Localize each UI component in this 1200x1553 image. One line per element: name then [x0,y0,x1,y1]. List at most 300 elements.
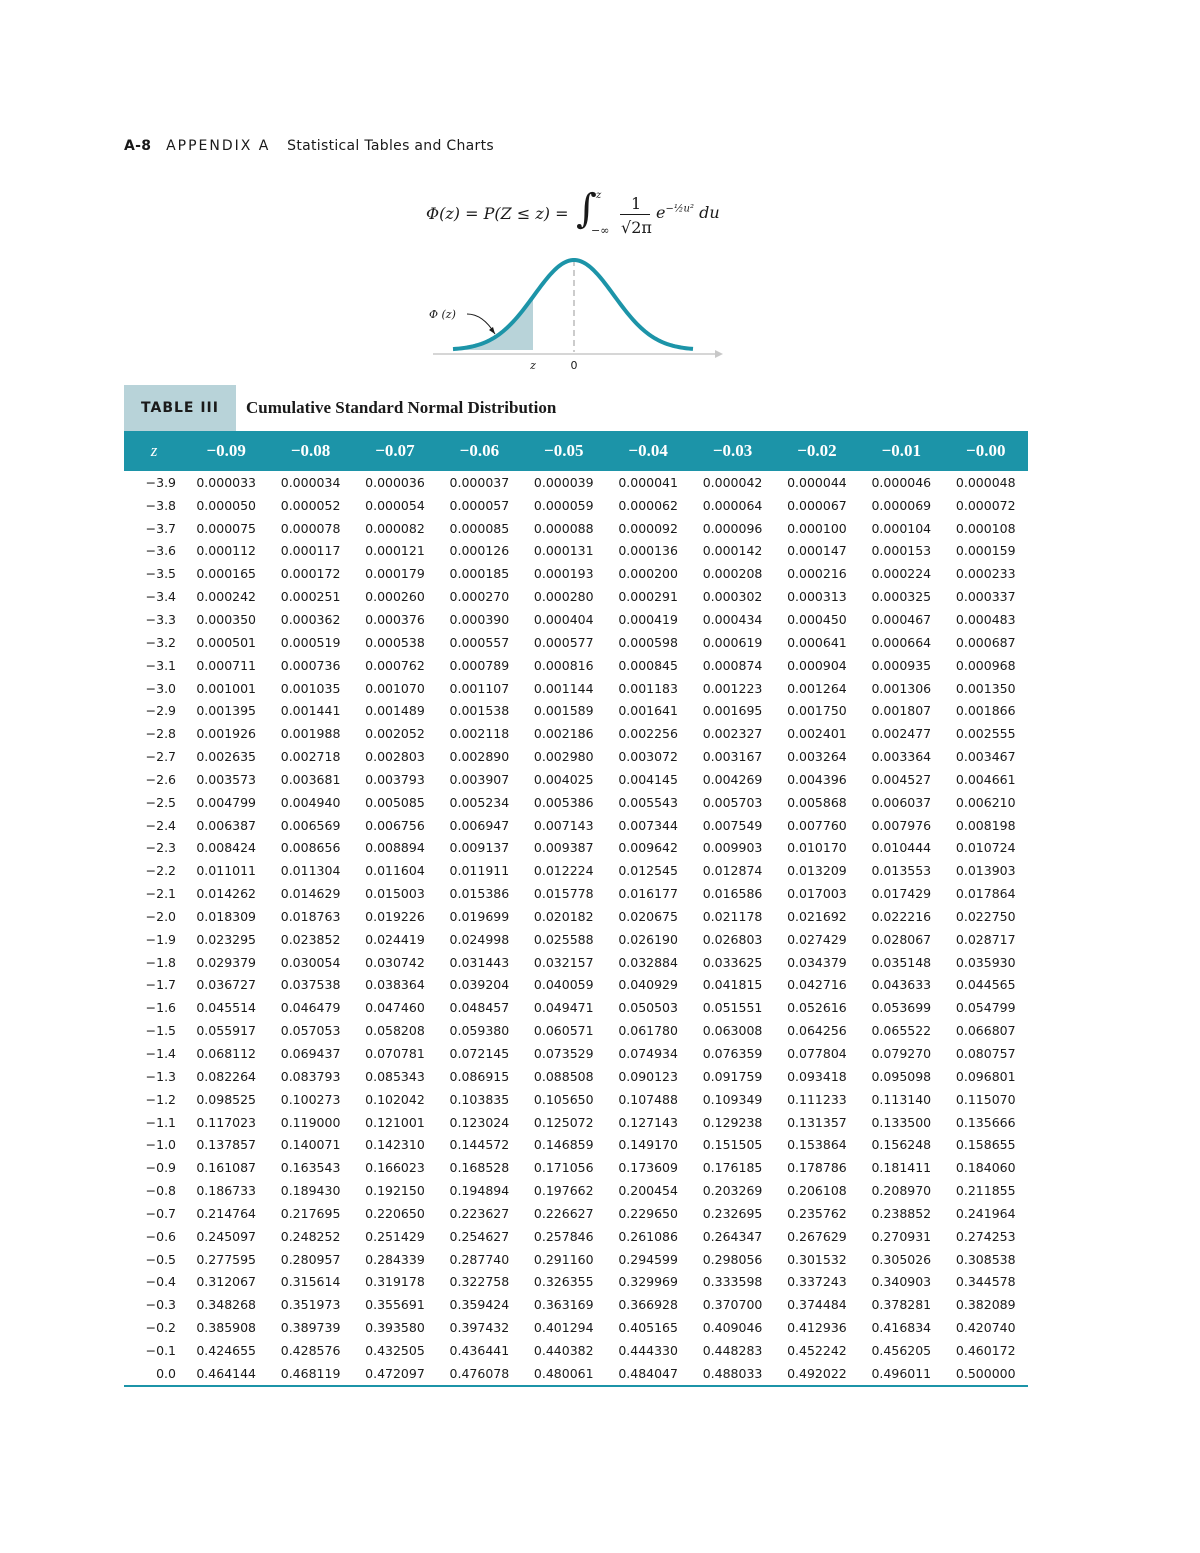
probability-cell: 0.000874 [702,657,763,673]
probability-cell: 0.004661 [955,771,1016,787]
probability-cell: 0.200454 [618,1183,678,1199]
z-value-cell: −1.6 [145,1000,176,1016]
probability-cell: 0.035148 [871,954,932,970]
probability-cell: 0.189430 [280,1183,341,1199]
probability-cell: 0.077804 [787,1046,847,1062]
table-row [124,699,1028,722]
probability-cell: 0.004799 [196,794,257,810]
probability-cell: 0.012224 [533,863,594,879]
probability-cell: 0.002555 [955,726,1016,742]
probability-cell: 0.000242 [196,589,257,605]
probability-cell: 0.001750 [787,703,847,719]
probability-cell: 0.000762 [365,657,425,673]
probability-cell: 0.009903 [702,840,763,856]
probability-cell: 0.363169 [533,1297,594,1313]
probability-cell: 0.001001 [196,680,257,696]
probability-cell: 0.000147 [787,543,847,559]
probability-cell: 0.015003 [365,886,425,902]
table-title: Cumulative Standard Normal Distribution [246,398,557,417]
probability-cell: 0.010724 [955,840,1016,856]
probability-cell: 0.312067 [196,1274,257,1290]
z-value-cell: −3.1 [145,657,176,673]
probability-cell: 0.378281 [871,1297,932,1313]
probability-cell: 0.007344 [618,817,678,833]
probability-cell: 0.011011 [196,863,257,879]
probability-cell: 0.340903 [871,1274,932,1290]
probability-cell: 0.000434 [702,611,763,627]
probability-cell: 0.001350 [955,680,1016,696]
probability-cell: 0.003793 [365,771,425,787]
probability-cell: 0.010444 [871,840,932,856]
probability-cell: 0.054799 [955,1000,1016,1016]
probability-cell: 0.001807 [871,703,932,719]
probability-cell: 0.003264 [787,749,847,765]
probability-cell: 0.072145 [449,1046,510,1062]
probability-cell: 0.000054 [365,497,425,513]
probability-cell: 0.039204 [449,977,510,993]
probability-cell: 0.344578 [955,1274,1016,1290]
table-row [124,745,1028,768]
probability-cell: 0.333598 [702,1274,763,1290]
probability-cell: 0.000159 [955,543,1016,559]
probability-cell: 0.001183 [618,680,678,696]
probability-cell: 0.013209 [787,863,847,879]
z-value-cell: −1.4 [145,1046,176,1062]
probability-cell: 0.117023 [196,1114,257,1130]
probability-cell: 0.322758 [449,1274,510,1290]
z-value-cell: −1.8 [145,954,176,970]
probability-cell: 0.280957 [280,1251,341,1267]
probability-cell: 0.047460 [365,1000,425,1016]
probability-cell: 0.370700 [702,1297,763,1313]
table-row [124,1133,1028,1156]
probability-cell: 0.000291 [618,589,678,605]
cdf-formula [426,186,726,248]
probability-cell: 0.040059 [533,977,594,993]
probability-cell: 0.009137 [449,840,510,856]
probability-cell: 0.045514 [196,1000,257,1016]
probability-cell: 0.000082 [365,520,425,536]
probability-cell: 0.013903 [955,863,1016,879]
probability-cell: 0.194894 [449,1183,510,1199]
probability-cell: 0.017429 [871,886,932,902]
probability-cell: 0.002401 [787,726,847,742]
probability-cell: 0.074934 [618,1046,678,1062]
probability-cell: 0.000172 [280,566,341,582]
section-title: Statistical Tables and Charts [287,138,494,154]
probability-cell: 0.001035 [280,680,341,696]
probability-cell: 0.050503 [618,1000,678,1016]
table-row [124,517,1028,540]
probability-cell: 0.001107 [449,680,510,696]
probability-cell: 0.389739 [280,1320,341,1336]
probability-cell: 0.464144 [184,1362,268,1386]
probability-cell: 0.355691 [365,1297,425,1313]
probability-cell: 0.133500 [871,1114,932,1130]
probability-cell: 0.420740 [955,1320,1016,1336]
probability-cell: 0.359424 [449,1297,510,1313]
probability-cell: 0.000736 [280,657,341,673]
probability-cell: 0.000142 [702,543,763,559]
probability-cell: 0.115070 [955,1091,1016,1107]
probability-cell: 0.000050 [196,497,257,513]
probability-cell: 0.103835 [449,1091,510,1107]
probability-cell: 0.007760 [787,817,847,833]
probability-cell: 0.002256 [618,726,678,742]
probability-cell: 0.217695 [280,1205,341,1221]
probability-cell: 0.093418 [787,1068,847,1084]
probability-cell: 0.068112 [196,1046,257,1062]
probability-cell: 0.000104 [871,520,932,536]
probability-cell: 0.284339 [365,1251,425,1267]
table-row [124,882,1028,905]
probability-cell: 0.061780 [618,1023,678,1039]
z-value-cell: −1.1 [145,1114,176,1130]
probability-cell: 0.021692 [787,908,847,924]
table-row [124,951,1028,974]
probability-cell: 0.000224 [871,566,932,582]
probability-cell: 0.000208 [702,566,763,582]
probability-cell: 0.021178 [702,908,763,924]
z-value-cell: −2.4 [145,817,176,833]
column-header: −0.09 [184,431,268,471]
probability-cell: 0.000072 [955,497,1016,513]
z-value-cell: −2.2 [145,863,176,879]
probability-cell: 0.329969 [618,1274,678,1290]
table-row [124,1019,1028,1042]
probability-cell: 0.235762 [787,1205,847,1221]
probability-cell: 0.000216 [787,566,847,582]
probability-cell: 0.030742 [365,954,425,970]
z-value-cell: −3.9 [145,474,176,490]
probability-cell: 0.119000 [280,1114,341,1130]
probability-cell: 0.037538 [280,977,341,993]
probability-cell: 0.007549 [702,817,763,833]
probability-cell: 0.009642 [618,840,678,856]
probability-cell: 0.032884 [618,954,678,970]
probability-cell: 0.444330 [618,1342,678,1358]
probability-cell: 0.048457 [449,1000,510,1016]
table-row [124,1202,1028,1225]
table-row [124,1248,1028,1271]
probability-cell: 0.000033 [196,474,257,490]
probability-cell: 0.042716 [787,977,847,993]
probability-cell: 0.005085 [365,794,425,810]
probability-cell: 0.000538 [365,634,425,650]
probability-cell: 0.026190 [618,931,678,947]
probability-cell: 0.000968 [955,657,1016,673]
probability-cell: 0.066807 [955,1023,1016,1039]
probability-cell: 0.000067 [787,497,847,513]
table-row [124,974,1028,997]
probability-cell: 0.058208 [365,1023,425,1039]
z-value-cell: −2.9 [145,703,176,719]
table-row [124,905,1028,928]
probability-cell: 0.480061 [522,1362,606,1386]
table-header-row [124,431,1028,471]
probability-cell: 0.385908 [196,1320,257,1336]
probability-cell: 0.027429 [787,931,847,947]
probability-cell: 0.000337 [955,589,1016,605]
probability-cell: 0.003167 [702,749,763,765]
probability-cell: 0.226627 [533,1205,594,1221]
probability-cell: 0.004145 [618,771,678,787]
probability-cell: 0.044565 [955,977,1016,993]
probability-cell: 0.095098 [871,1068,932,1084]
z-value-cell: −3.8 [145,497,176,513]
table-row [124,562,1028,585]
probability-cell: 0.098525 [196,1091,257,1107]
probability-cell: 0.006387 [196,817,257,833]
probability-cell: 0.015778 [533,886,594,902]
probability-cell: 0.238852 [871,1205,932,1221]
table-row [124,791,1028,814]
z-value-cell: −1.9 [145,931,176,947]
probability-cell: 0.000302 [702,589,763,605]
table-caption [124,385,1028,431]
probability-cell: 0.121001 [365,1114,425,1130]
probability-cell: 0.000641 [787,634,847,650]
probability-cell: 0.004396 [787,771,847,787]
probability-cell: 0.052616 [787,1000,847,1016]
table-row [124,768,1028,791]
probability-cell: 0.274253 [955,1228,1016,1244]
probability-cell: 0.004940 [280,794,341,810]
probability-cell: 0.003573 [196,771,257,787]
probability-cell: 0.008424 [196,840,257,856]
probability-cell: 0.053699 [871,1000,932,1016]
probability-cell: 0.211855 [955,1183,1016,1199]
probability-cell: 0.245097 [196,1228,257,1244]
probability-cell: 0.001988 [280,726,341,742]
table-row [124,608,1028,631]
z-value-cell: −0.5 [145,1251,176,1267]
probability-cell: 0.468119 [268,1362,352,1386]
phi-label: Φ (z) [429,308,456,321]
probability-cell: 0.006210 [955,794,1016,810]
probability-cell: 0.002890 [449,749,510,765]
table-row [124,1156,1028,1179]
probability-cell: 0.000619 [702,634,763,650]
probability-cell: 0.001641 [618,703,678,719]
probability-cell: 0.082264 [196,1068,257,1084]
probability-cell: 0.026803 [702,931,763,947]
probability-cell: 0.003681 [280,771,341,787]
running-head [124,138,494,154]
probability-cell: 0.000483 [955,611,1016,627]
z-value-cell: −0.3 [145,1297,176,1313]
probability-cell: 0.000052 [280,497,341,513]
probability-cell: 0.000598 [618,634,678,650]
probability-cell: 0.000092 [618,520,678,536]
probability-cell: 0.158655 [955,1137,1016,1153]
probability-cell: 0.024419 [365,931,425,947]
probability-cell: 0.090123 [618,1068,678,1084]
probability-cell: 0.001866 [955,703,1016,719]
probability-cell: 0.176185 [702,1160,763,1176]
probability-cell: 0.000117 [280,543,341,559]
probability-cell: 0.277595 [196,1251,257,1267]
probability-cell: 0.001589 [533,703,594,719]
probability-cell: 0.003467 [955,749,1016,765]
integral-lower-limit: −∞ [591,224,610,237]
probability-cell: 0.006037 [871,794,932,810]
probability-cell: 0.393580 [365,1320,425,1336]
probability-cell: 0.000062 [618,497,678,513]
probability-cell: 0.382089 [955,1297,1016,1313]
probability-cell: 0.004269 [702,771,763,787]
probability-cell: 0.046479 [280,1000,341,1016]
probability-cell: 0.023295 [196,931,257,947]
probability-cell: 0.267629 [787,1228,847,1244]
z-value-cell: −3.4 [145,589,176,605]
probability-cell: 0.001264 [787,680,847,696]
probability-cell: 0.000042 [702,474,763,490]
probability-cell: 0.424655 [196,1342,257,1358]
probability-cell: 0.000112 [196,543,257,559]
probability-cell: 0.057053 [280,1023,341,1039]
probability-cell: 0.083793 [280,1068,341,1084]
z-value-cell: −2.6 [145,771,176,787]
probability-cell: 0.264347 [702,1228,763,1244]
shaded-area [453,297,533,350]
probability-cell: 0.031443 [449,954,510,970]
probability-cell: 0.003364 [871,749,932,765]
probability-cell: 0.040929 [618,977,678,993]
probability-cell: 0.012874 [702,863,763,879]
probability-cell: 0.206108 [787,1183,847,1199]
column-header: −0.03 [690,431,774,471]
probability-cell: 0.000108 [955,520,1016,536]
probability-cell: 0.153864 [787,1137,847,1153]
z-value-cell: −0.4 [145,1274,176,1290]
probability-cell: 0.000048 [955,474,1016,490]
probability-cell: 0.184060 [955,1160,1016,1176]
probability-cell: 0.035930 [955,954,1016,970]
probability-cell: 0.208970 [871,1183,932,1199]
probability-cell: 0.080757 [955,1046,1016,1062]
probability-cell: 0.257846 [533,1228,594,1244]
probability-cell: 0.484047 [606,1362,690,1386]
z-value-cell: −2.8 [145,726,176,742]
probability-cell: 0.001223 [702,680,763,696]
probability-cell: 0.015386 [449,886,510,902]
probability-cell: 0.001538 [449,703,510,719]
probability-cell: 0.091759 [702,1068,763,1084]
zero-axis-label: 0 [570,359,578,372]
table-row [124,494,1028,517]
probability-cell: 0.146859 [533,1137,594,1153]
probability-cell: 0.261086 [618,1228,678,1244]
probability-cell: 0.032157 [533,954,594,970]
probability-cell: 0.000251 [280,589,341,605]
z-value-cell: −3.7 [145,520,176,536]
z-value-cell: −0.2 [145,1320,176,1336]
z-value-cell: −3.5 [145,566,176,582]
probability-cell: 0.452242 [787,1342,847,1358]
table-row [124,1042,1028,1065]
probability-cell: 0.000096 [702,520,763,536]
probability-cell: 0.088508 [533,1068,594,1084]
probability-cell: 0.000935 [871,657,932,673]
column-header: −0.00 [944,431,1028,471]
table-row [124,1111,1028,1134]
fraction-numerator: 1 [631,194,642,213]
z-value-cell: −2.1 [145,886,176,902]
probability-cell: 0.049471 [533,1000,594,1016]
probability-cell: 0.000390 [449,611,510,627]
probability-cell: 0.197662 [533,1183,594,1199]
probability-cell: 0.001441 [280,703,341,719]
area-pointer-head [489,327,495,334]
probability-cell: 0.011604 [365,863,425,879]
probability-cell: 0.171056 [533,1160,594,1176]
z-value-cell: −0.9 [145,1160,176,1176]
probability-cell: 0.069437 [280,1046,341,1062]
probability-cell: 0.351973 [280,1297,341,1313]
probability-cell: 0.005543 [618,794,678,810]
probability-cell: 0.254627 [449,1228,510,1244]
probability-cell: 0.397432 [449,1320,510,1336]
probability-cell: 0.033625 [702,954,763,970]
probability-cell: 0.448283 [702,1342,763,1358]
table-row [124,1293,1028,1316]
probability-cell: 0.017003 [787,886,847,902]
probability-cell: 0.135666 [955,1114,1016,1130]
z-value-cell: −0.7 [145,1205,176,1221]
probability-cell: 0.220650 [365,1205,425,1221]
probability-cell: 0.000193 [533,566,594,582]
column-header-z: z [124,431,184,471]
probability-cell: 0.002980 [533,749,594,765]
table-row [124,1316,1028,1339]
probability-cell: 0.003907 [449,771,510,787]
probability-cell: 0.000041 [618,474,678,490]
probability-cell: 0.270931 [871,1228,932,1244]
probability-cell: 0.166023 [365,1160,425,1176]
probability-cell: 0.002186 [533,726,594,742]
probability-cell: 0.140071 [280,1137,341,1153]
probability-cell: 0.366928 [618,1297,678,1313]
probability-cell: 0.000904 [787,657,847,673]
z-value-cell: −1.3 [145,1068,176,1084]
probability-cell: 0.000350 [196,611,257,627]
probability-cell: 0.000376 [365,611,425,627]
integrand-differential: du [699,203,720,222]
probability-cell: 0.405165 [618,1320,678,1336]
probability-cell: 0.063008 [702,1023,763,1039]
probability-cell: 0.004527 [871,771,932,787]
z-value-cell: −0.8 [145,1183,176,1199]
probability-cell: 0.460172 [955,1342,1016,1358]
probability-cell: 0.232695 [702,1205,763,1221]
probability-cell: 0.001070 [365,680,425,696]
probability-cell: 0.319178 [365,1274,425,1290]
probability-cell: 0.488033 [690,1362,774,1386]
probability-cell: 0.500000 [944,1362,1028,1386]
probability-cell: 0.161087 [196,1160,257,1176]
probability-cell: 0.168528 [449,1160,510,1176]
probability-cell: 0.127143 [618,1114,678,1130]
probability-cell: 0.020675 [618,908,678,924]
formula-lhs: Φ(z) = P(Z ≤ z) = [426,204,569,223]
probability-cell: 0.002803 [365,749,425,765]
probability-cell: 0.007976 [871,817,932,833]
probability-cell: 0.315614 [280,1274,341,1290]
probability-cell: 0.002118 [449,726,510,742]
probability-cell: 0.008894 [365,840,425,856]
probability-cell: 0.178786 [787,1160,847,1176]
